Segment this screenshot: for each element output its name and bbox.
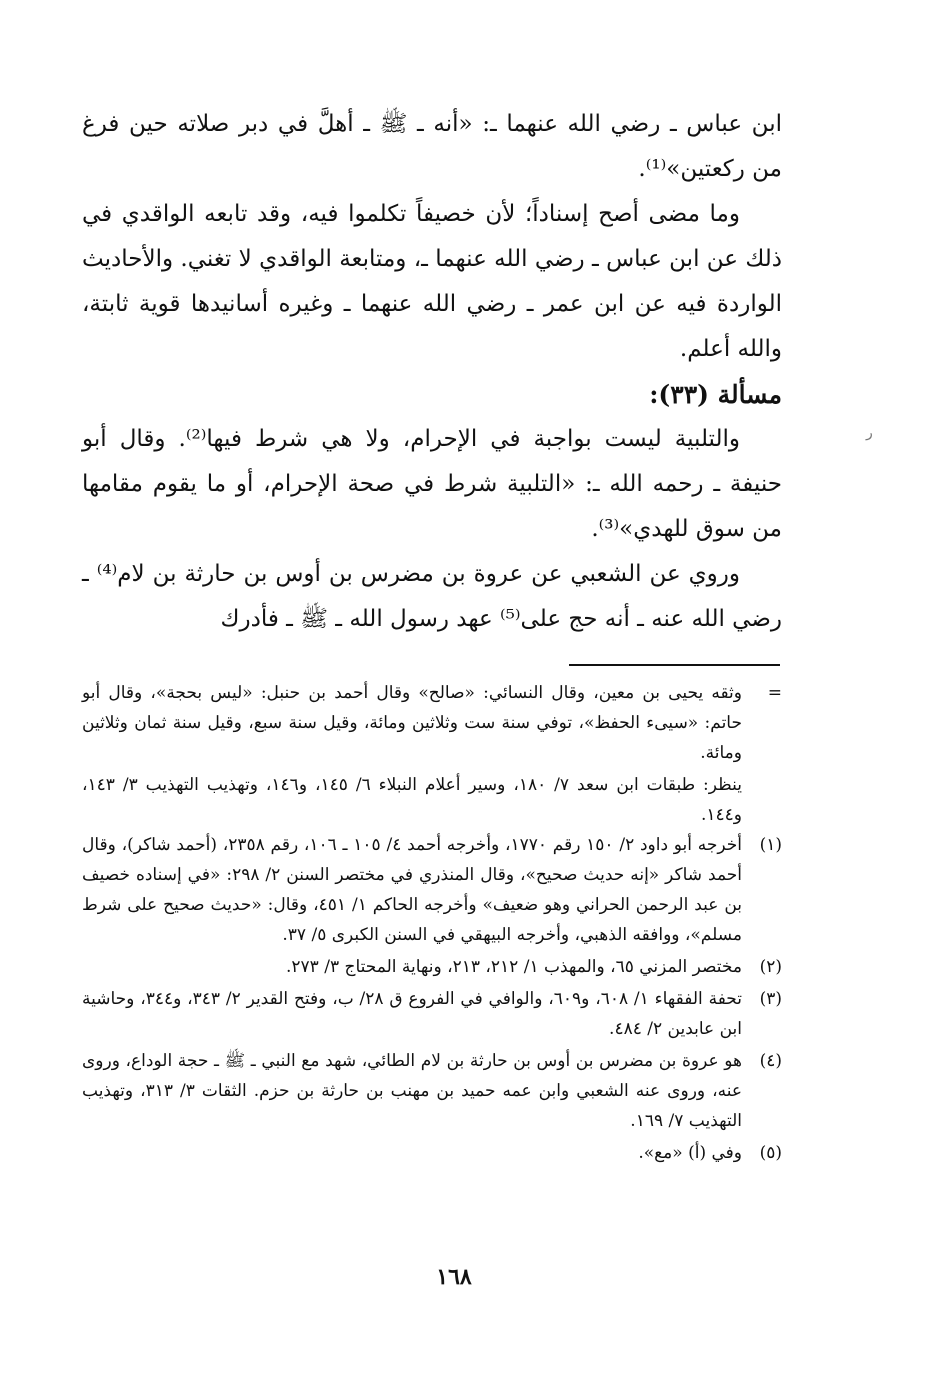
paragraph-1: ابن عباس ـ رضي الله عنهما ـ: «أنه ـ ﷺ ـ أهلَّ في دبر صلاته حين فرغ من ركعتين»⁽¹⁾.: [82, 111, 782, 182]
footnote-continuation: [82, 678, 782, 768]
footnote-number: (٥): [759, 1143, 782, 1163]
footnote-3: [82, 984, 782, 1044]
footnote-text: مختصر المزني ٦٥، والمهذب ١/ ٢١٢، ٢١٣، ونهاية المحتاج ٣/ ٢٧٣.: [286, 957, 742, 977]
footnote-5: [82, 1138, 782, 1168]
paragraph-3: والتلبية ليست بواجبة في الإحرام، ولا هي شرط فيها⁽²⁾. وقال أبو حنيفة ـ رحمه الله ـ: «التلبية شرط في صحة الإحرام، أو ما يقوم مقامها من سوق للهدي»⁽³⁾.: [82, 426, 782, 542]
footnote-separator: [569, 664, 780, 666]
footnote-continuation-text-2: ينظر: طبقات ابن سعد ٧/ ١٨٠، وسير أعلام النبلاء ٦/ ١٤٥، و١٤٦، وتهذيب التهذيب ٣/ ١٤٣، و١٤٤.: [82, 775, 742, 825]
footnote-continuation-marker: =: [767, 683, 782, 703]
footnote-number: (١): [759, 835, 782, 855]
footnote-number: (٣): [759, 989, 782, 1009]
footnote-2: [82, 952, 782, 982]
footnotes: [82, 678, 782, 1170]
paragraph-4: وروي عن الشعبي عن عروة بن مضرس بن أوس بن حارثة بن لام⁽⁴⁾ ـ رضي الله عنه ـ أنه حج على⁽⁵⁾ عهد رسول الله ـ ﷺ ـ فأدرك: [82, 561, 782, 632]
footnote-number: (٤): [759, 1051, 782, 1071]
page-number: ١٦٨: [436, 1264, 472, 1290]
footnote-text: هو عروة بن مضرس بن أوس بن حارثة بن لام الطائي، شهد مع النبي ـ ﷺ ـ حجة الوداع، وروى عنه، وروى عنه الشعبي وابن عمه حميد بن مهنب بن حارثة بن حزم. الثقات ٣/ ٣١٣، وتهذيب التهذيب ٧/ ١٦٩.: [82, 1051, 742, 1131]
margin-mark: ر: [866, 425, 873, 441]
footnote-1: [82, 830, 782, 950]
footnote-text: تحفة الفقهاء ١/ ٦٠٨، و٦٠٩، والوافي في الفروع ق ٢٨/ ب، وفتح القدير ٢/ ٣٤٣، و٣٤٤، وحاشية ابن عابدين ٢/ ٤٨٤.: [82, 989, 742, 1039]
footnote-text: أخرجه أبو داود ٢/ ١٥٠ رقم ١٧٧٠، وأخرجه أحمد ٤/ ١٠٥ ـ ١٠٦، رقم ٢٣٥٨، (أحمد شاكر)، وقال أحمد شاكر «إنه حديث صحيح»، وقال المنذري في مختصر السنن ٢/ ٢٩٨: «في إسناده خصيف بن عبد الرحمن الحراني وهو ضعيف» وأخرجه الحاكم ١/ ٤٥١، وقال: «حديث صحيح على شرط مسلم»، ووافقه الذهبي، وأخرجه البيهقي في السنن الكبرى ٥/ ٣٧.: [82, 835, 743, 945]
footnote-4: [82, 1046, 782, 1136]
footnote-number: (٢): [759, 957, 782, 977]
footnote-continuation-text: وثقه يحيى بن معين، وقال النسائي: «صالح» وقال أحمد بن حنبل: «ليس بحجة»، وقال أبو حاتم: «سيىء الحفظ»، توفي سنة ست وثلاثين ومائة، وقيل سنة سبع، وقيل سنة ثمان وثلاثين ومائة.: [82, 683, 742, 763]
main-text: [82, 102, 782, 642]
paragraph-2: وما مضى أصح إسناداً؛ لأن خصيفاً تكلموا فيه، وقد تابعه الواقدي في ذلك عن ابن عباس ـ رضي الله عنهما ـ، ومتابعة الواقدي لا تغني. والأحاديث الواردة فيه عن ابن عمر ـ رضي الله عنهما ـ وغيره أسانيدها قوية ثابتة، والله أعلم.: [82, 201, 782, 362]
section-heading: مسألة (٣٣):: [649, 380, 782, 409]
footnote-text: وفي (أ) «مع».: [638, 1143, 742, 1163]
